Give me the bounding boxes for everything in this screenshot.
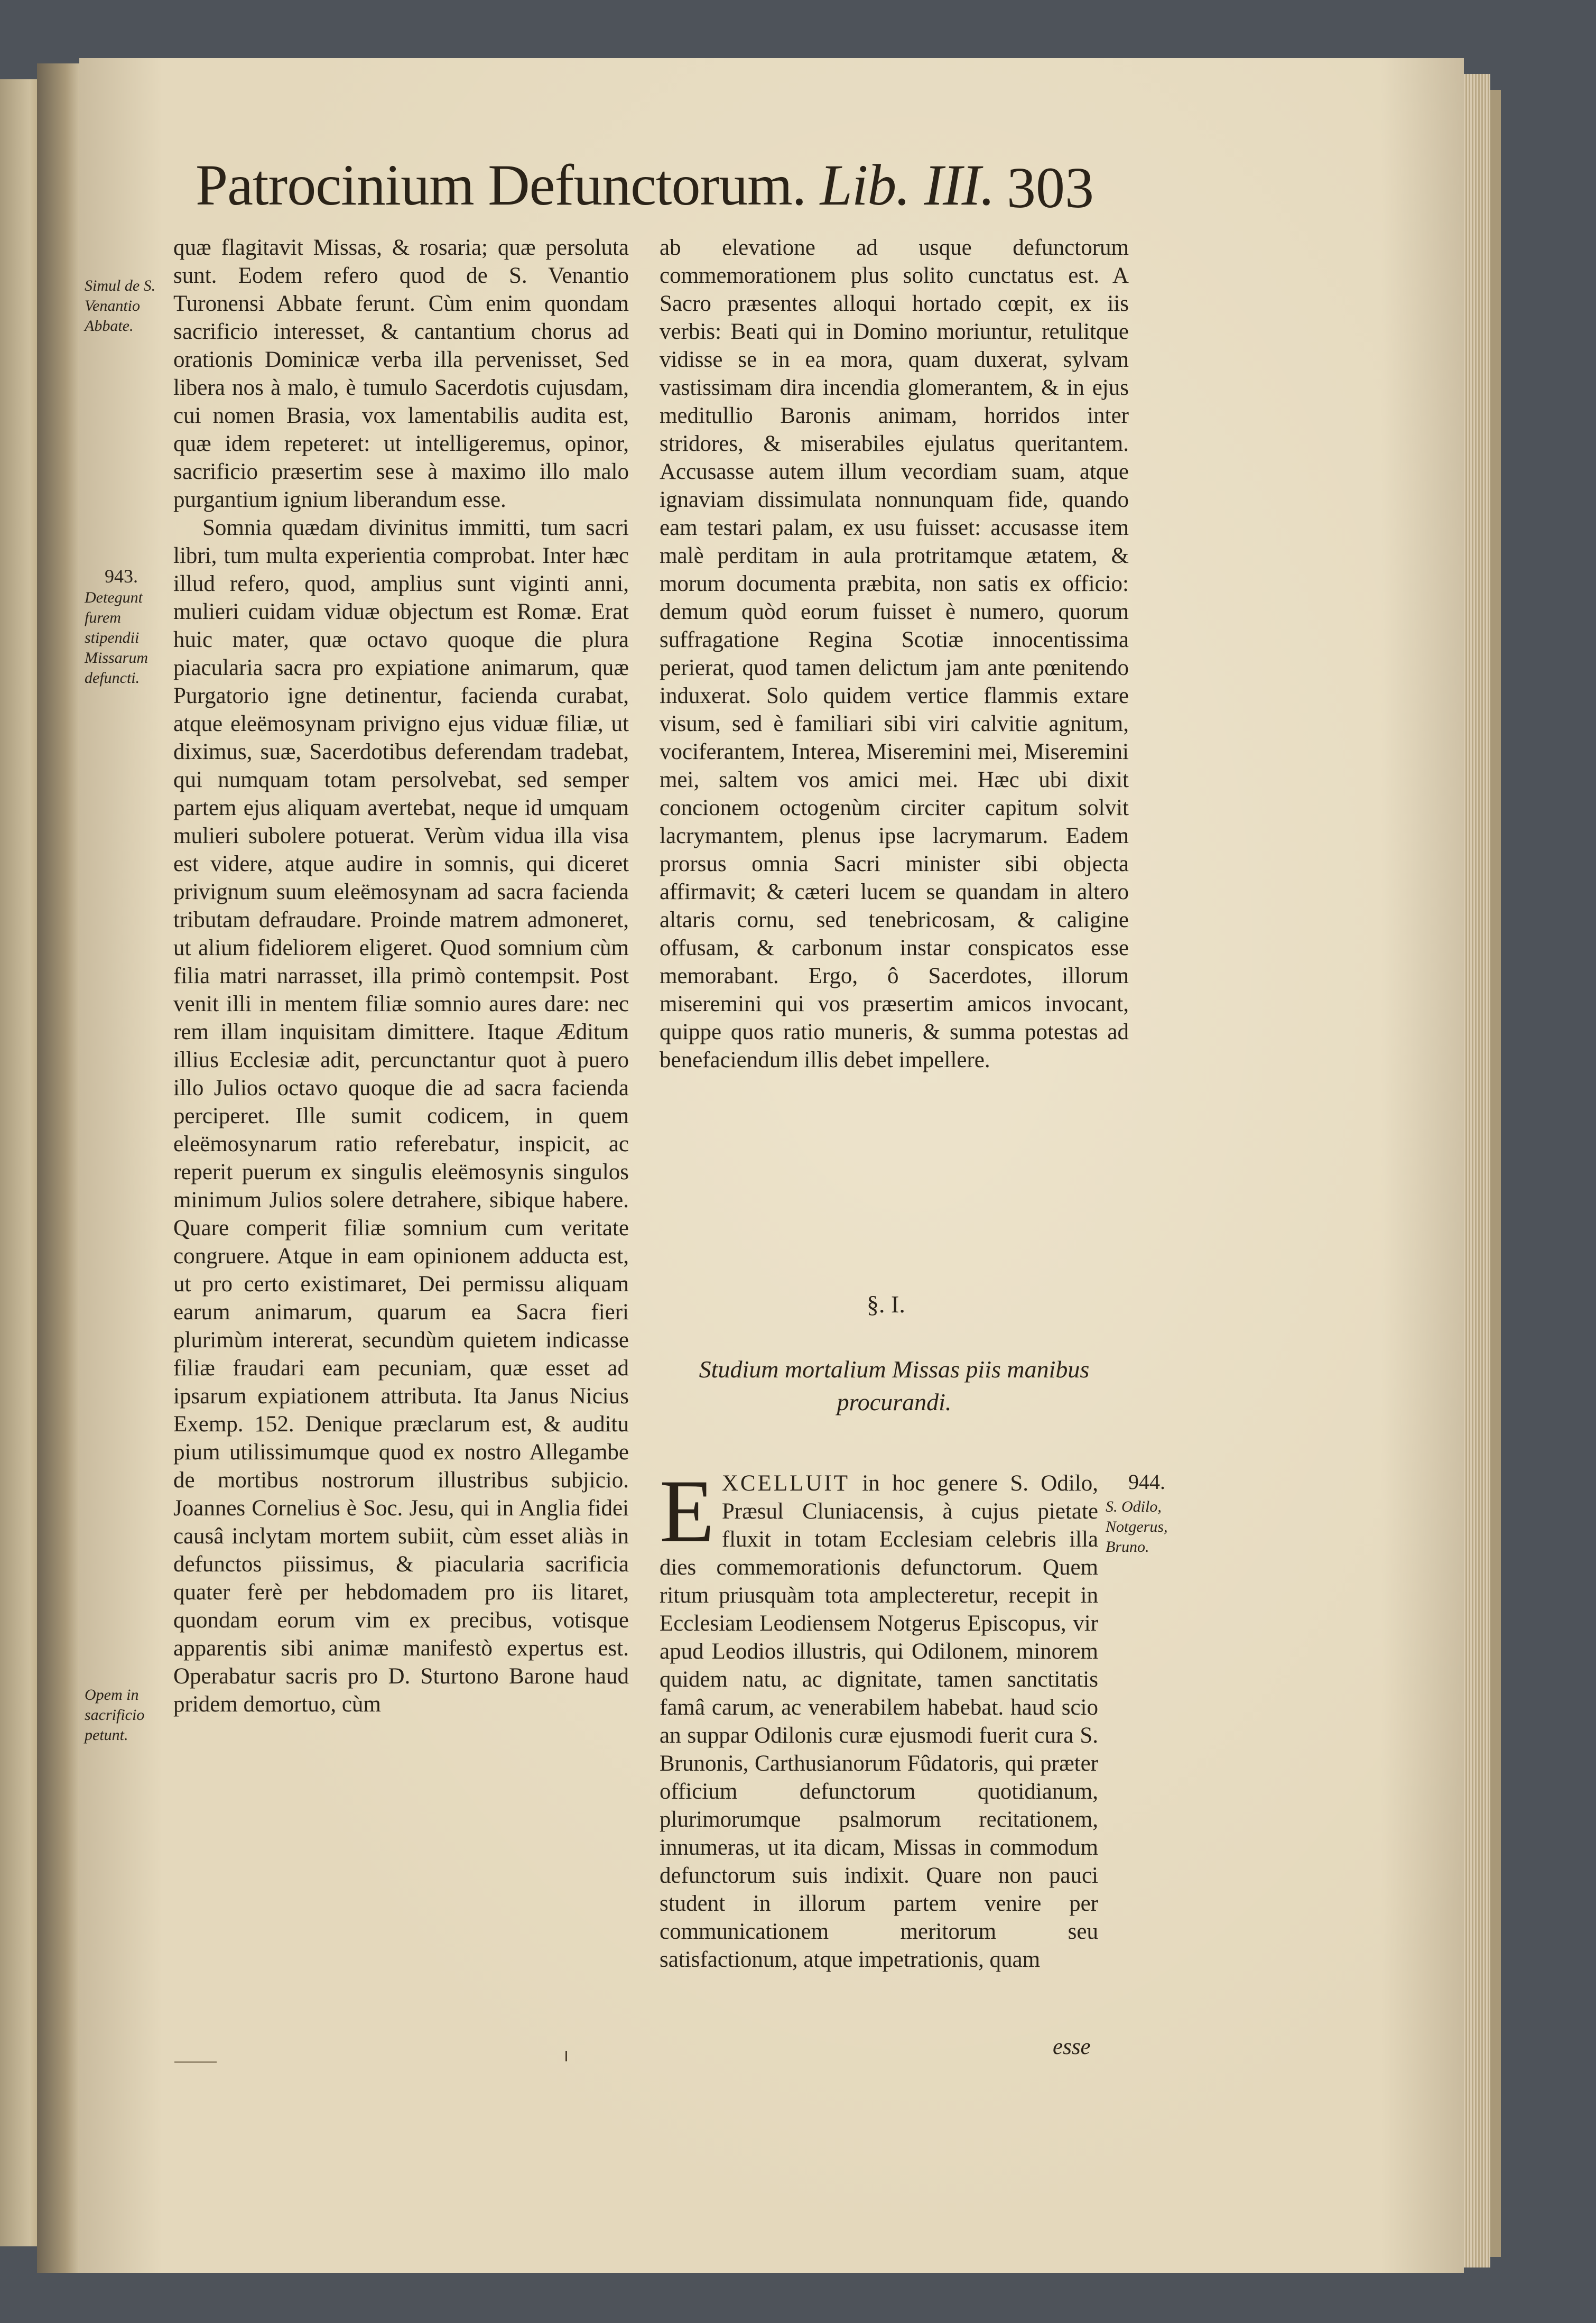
left-column — [173, 234, 629, 1718]
book-gutter — [37, 63, 85, 2273]
page-edges — [1464, 74, 1490, 2268]
margin-note-thief: Detegunt furem stipendii Missarum defuncti. — [85, 589, 149, 687]
section-body — [660, 1461, 1098, 1974]
section-mark: §. I. — [867, 1291, 905, 1318]
left-paragraph-1: quæ flagitavit Missas, & rosaria; quæ persoluta sunt. Eodem refero quod de S. Venantio Turonensi Abbate ferunt. Cùm enim quondam sacrificio interesset, & cantantium chorus ad orationis Dominicæ verba illa pervenisset, Sed libera nos à malo, è tumulo Sacerdotis cujusdam, cui nomen Brasia, vox lamentabilis audita est, quæ idem repeteret: ut intelligeremus, opinor, sacrificio præsertim sese à maximo illo malo purgantium ignium liberandum esse. — [173, 235, 629, 512]
section-title: Studium mortalium Missas piis manibus procurandi. — [699, 1356, 1090, 1415]
drop-cap: E — [660, 1461, 715, 1561]
section-text: in hoc genere S. Odilo, Præsul Cluniacensis, à cujus pietate fluxit in totam Ecclesiam celebris illa dies commemorationis defunctorum. Quem ritum priusquàm tota amplecteretur, recepit in Ecclesiam Leodiensem Notgerus Episcopus, vir apud Leodios illustris, qui Odilonem, minorem quidem natu, ac dignitate, tamen sanctitatis famâ carum, ac venerabilem habebat. haud scio an suppar Odilonis curæ ejusmodi fuerit cura S. Brunonis, Carthusianorum Fûdatoris, qui præter officium defunctorum quotidianum, plurimorumque psalmorum recitationem, innumeras, ut ita dicam, Missas in commodum defunctorum suis indixit. Quare non pauci student in illorum partem venire per communicationem meritorum seu satisfactionum, atque impetrationis, quam — [660, 1471, 1098, 1972]
footer-rule — [174, 2061, 217, 2063]
margin-note-sacrifice: Opem in sacrificio petunt. — [85, 1686, 145, 1744]
margin-number-944: 944. — [1128, 1470, 1165, 1494]
right-column — [660, 234, 1129, 1074]
catchword: esse — [1053, 2034, 1091, 2059]
right-paragraph-1: ab elevatione ad usque defunctorum commemorationem plus solito cunctatus est. A Sacro præsentes alloqui hortado cœpit, ex iis verbis: Beati qui in Domino moriuntur, retulitque vidisse se in ea mora, quam duxerat, sylvam vastissimam dira incendia glomerantem, & in ejus meditullio Baronis animam, horridos inter stridores, & miserabiles ejulatus queritantem. Accusasse autem illum vecordiam suam, atque ignaviam dissimulata nonnunquam fide, quando eam testari palam, ex usu fuisset: accusasse item malè perditam in aula protritamque ætatem, & morum documenta præbita, non satis ex officio: demum quòd eorum fuisset è numero, quorum suffragatione Regina Scotiæ innocentissima perierat, quod tamen delictum jam ante pœnitendo induxerat. Solo quidem vertice flammis extare visum, sed è familiari sibi viri calvitie agnitum, vociferantem, Interea, Miseremini mei, Miseremini mei, saltem vos amici mei. Hæc ubi dixit concionem octogenùm circiter capitum solvit lacrymantem, plenus ipse lacrymarum. Eadem prorsus omnia Sacri minister sibi objecta affirmavit; & cæteri lucem se quandam in altero altaris cornu, sed tenebricosam, & caligine offusam, & carbonum instar conspicatos esse memorabant. Ergo, ô Sacerdotes, illorum miseremini qui vos præsertim amicos invocant, quippe quos ratio muneris, & summa potestas ad benefaciendum illis debet impellere. — [660, 235, 1129, 1072]
cover-edge — [1490, 90, 1501, 2257]
section-paragraph — [660, 1461, 1098, 1974]
page-number: 303 — [1007, 155, 1094, 220]
small-caps-word: XCELLUIT — [721, 1471, 850, 1496]
left-paragraph-2: Somnia quædam divinitus immitti, tum sacri libri, tum multa experientia comprobat. Inter hæc illud refero, quod, amplius sunt viginti anni, mulieri cuidam viduæ objectum est Romæ. Erat huic mater, quæ octavo quoque die plura piacularia sacra pro expiatione animarum, quæ Purgatorio igne detinentur, facienda curabat, atque eleëmosynam privigno ejus viduæ filiæ, ut diximus, suæ, Sacerdotibus deferendam tradebat, qui numquam totam persolvebat, sed semper partem ejus aliquam avertebat, neque id umquam mulieri subolere potuerat. Verùm vidua illa visa est videre, atque audire in somnis, qui diceret privignum suum eleëmosynam ad sacra facienda tributam defraudare. Proinde matrem admoneret, ut alium fideliorem eligeret. Quod somnium cùm filia matri narrasset, illa primò contempsit. Post venit illi in mentem filiæ somnio aures dare: nec rem illam inquisitam dimittere. Itaque Æditum illius Ecclesiæ adit, percunctantur quot à puero illo Julios octavo quoque die ad sacra facienda perciperet. Ille sumit codicem, in quem eleëmosynarum ratio referebatur, inspicit, ac reperit puerum ex singulis eleëmosynis singulos minimum Julios solere detrahere, sibique habere. Quare comperit filiæ somnium cum veritate congruere. Atque in eam opinionem adducta est, ut pro certo existimaret, Dei permissu aliquam earum animarum, quarum ea Sacra fieri plurimùm intererat, secundùm quietem indicasse filiæ fraudari eam pecuniam, quæ esset ad ipsarum expiationem attributa. Ita Janus Nicius Exemp. 152. Denique præclarum est, & auditu pium utilissimumque quod ex nostro Allegambe de mortibus nostrorum illustribus subjicio. Joannes Cornelius è Soc. Jesu, qui in Anglia fidei causâ inclytam mortem subiit, cùm esset aliàs in defunctos piissimus, & piacularia sacrificia quater ferè per hebdomadem pro iis litaret, quondam eorum vim ex precibus, votisque apparentis sibi animæ manifestò expertus est. Operabatur sacris pro D. Sturtono Barone haud pridem demortuo, cùm — [173, 515, 629, 1717]
margin-note-venantius: Simul de S. Venantio Abbate. — [85, 277, 156, 335]
signature-mark — [565, 2051, 567, 2061]
facing-page-edge — [0, 79, 42, 2246]
margin-note-odilo: S. Odilo, Notgerus, Bruno. — [1106, 1498, 1168, 1556]
margin-number-943: 943. — [105, 566, 138, 587]
header-book: Lib. III. — [820, 153, 995, 217]
header-title: Patrocinium Defunctorum. — [196, 153, 806, 217]
